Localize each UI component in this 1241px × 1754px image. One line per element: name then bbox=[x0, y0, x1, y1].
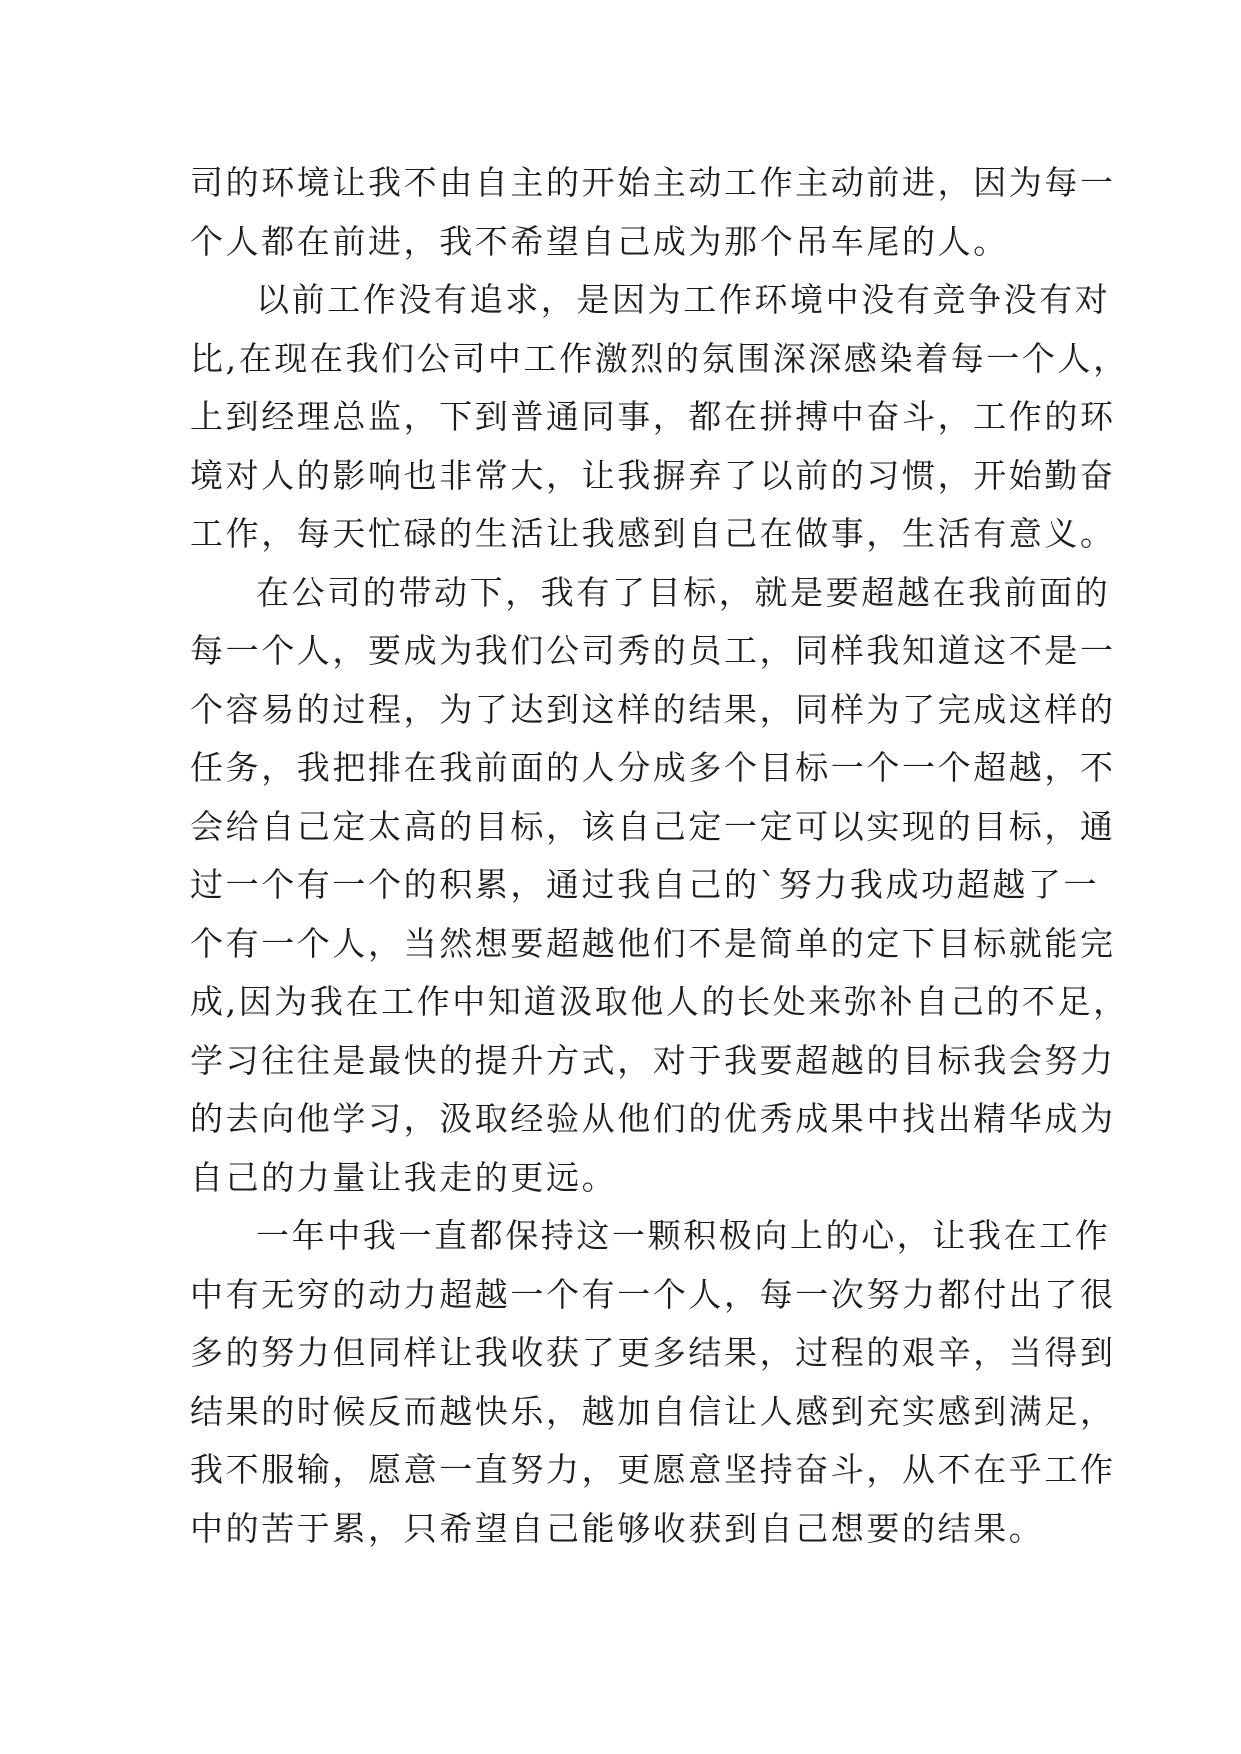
text-line: 会给自己定太高的目标，该自己定一定可以实现的目标，通 bbox=[190, 806, 1116, 846]
text-line: 司的环境让我不由自主的开始主动工作主动前进，因为每一 bbox=[190, 163, 1116, 202]
text-line: 上到经理总监，下到普通同事，都在拼搏中奋斗，工作的环 bbox=[190, 397, 1116, 436]
paragraph-2 bbox=[190, 271, 1129, 564]
text-line: 过一个有一个的积累，通过我自己的`努力我成功超越了一 bbox=[190, 865, 1100, 904]
paragraph-1 bbox=[190, 154, 1116, 271]
paragraph-4 bbox=[190, 1207, 1116, 1558]
text-line: 个容易的过程，为了达到这样的结果，同样为了完成这样的 bbox=[190, 689, 1116, 729]
text-line: 每一个人，要成为我们公司秀的员工，同样我知道这不是一 bbox=[190, 631, 1116, 670]
text-line: 多的努力但同样让我收获了更多结果，过程的艰辛，当得到 bbox=[190, 1333, 1116, 1372]
text-line: 任务，我把排在我前面的人分成多个目标一个一个超越，不 bbox=[190, 748, 1116, 787]
text-line: 个人都在前进，我不希望自己成为那个吊车尾的人。 bbox=[190, 221, 1009, 261]
text-line: 自己的力量让我走的更远。 bbox=[190, 1157, 618, 1197]
text-line: 工作，每天忙碌的生活让我感到自己在做事，生活有意义。 bbox=[190, 514, 1116, 553]
text-line: 的去向他学习，汲取经验从他们的优秀成果中找出精华成为 bbox=[190, 1099, 1116, 1138]
text-line: 境对人的影响也非常大，让我摒弃了以前的习惯，开始勤奋 bbox=[190, 455, 1116, 495]
text-line: 中的苦于累，只希望自己能够收获到自己想要的结果。 bbox=[190, 1508, 1045, 1548]
paragraph-3 bbox=[190, 564, 1129, 1208]
text-line-first: 一年中我一直都保持这一颗积极向上的心，让我在工作 bbox=[256, 1216, 1111, 1255]
document-body bbox=[190, 154, 1129, 1558]
text-line-first: 以前工作没有追求，是因为工作环境中没有竞争没有对 bbox=[256, 280, 1111, 319]
text-line: 学习往往是最快的提升方式，对于我要超越的目标我会努力 bbox=[190, 1040, 1116, 1080]
text-line: 结果的时候反而越快乐，越加自信让人感到充实感到满足， bbox=[190, 1391, 1116, 1431]
text-line: 我不服输，愿意一直努力，更愿意坚持奋斗，从不在乎工作 bbox=[190, 1450, 1116, 1489]
text-line: 比,在现在我们公司中工作激烈的氛围深深感染着每一个人， bbox=[190, 338, 1129, 378]
text-line: 成,因为我在工作中知道汲取他人的长处来弥补自己的不足， bbox=[190, 982, 1129, 1021]
text-line-first: 在公司的带动下，我有了目标，就是要超越在我前面的 bbox=[256, 572, 1111, 612]
text-line: 中有无穷的动力超越一个有一个人，每一次努力都付出了很 bbox=[190, 1274, 1116, 1314]
text-line: 个有一个人，当然想要超越他们不是简单的定下目标就能完 bbox=[190, 923, 1116, 963]
